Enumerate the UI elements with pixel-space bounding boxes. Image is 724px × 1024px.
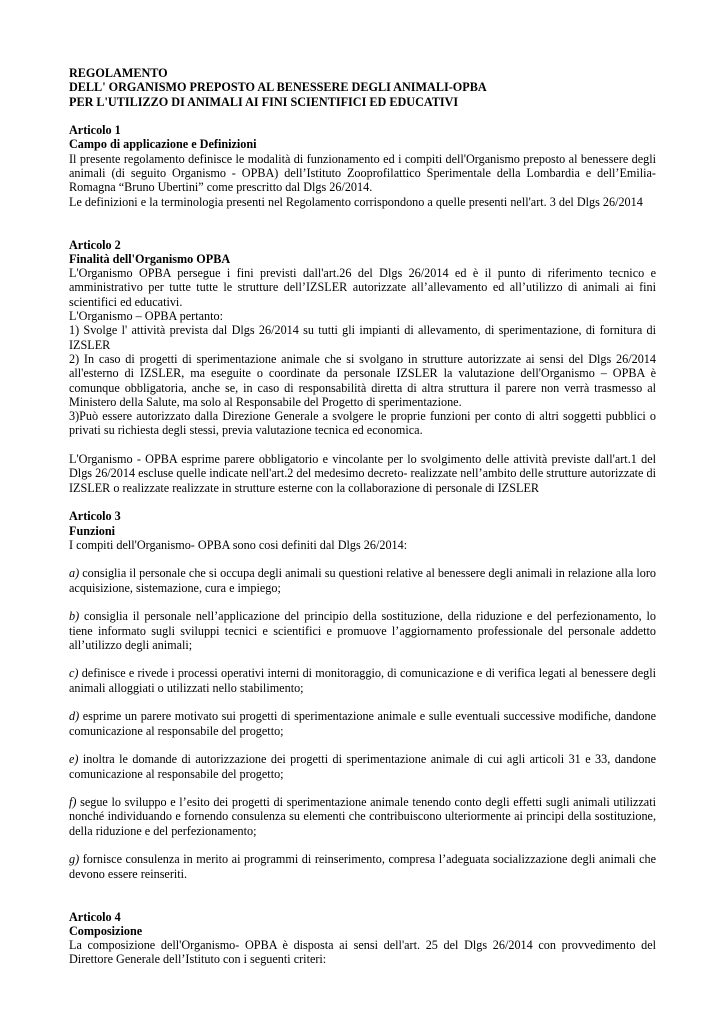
article-1-heading: Articolo 1: [69, 123, 121, 138]
article-2-paragraph-3: 1) Svolge l' attività prevista dal Dlgs 26/2014 su tutti gli impianti di allevamento, di sperimentazione, di fornitura di IZSLER: [69, 323, 656, 352]
article-2-heading: Articolo 2: [69, 237, 121, 252]
list-item-letter: a): [69, 566, 80, 581]
list-item-text: fornisce consulenza in merito ai programmi di reinserimento, compresa l’adeguata socializzazione degli animali che devono essere reinseriti.: [69, 852, 656, 881]
article-2-paragraph-5: 3)Può essere autorizzato dalla Direzione Generale a svolgere le proprie funzioni per conto di altri soggetti pubblici o privati su richiesta degli stessi, previa valutazione tecnica ed economica.: [69, 409, 656, 438]
document-title: [69, 66, 656, 109]
article-4-heading: Articolo 4: [69, 909, 121, 924]
list-item: [69, 666, 656, 695]
article-4-subheading: Composizione: [69, 923, 143, 938]
list-item-letter: b): [69, 609, 80, 624]
list-item-letter: c): [69, 666, 79, 681]
article-3: [69, 509, 656, 881]
article-1-paragraph-1: Il presente regolamento definisce le modalità di funzionamento ed i compiti dell'Organismo preposto al benessere degli animali (di seguito Organismo - OPBA) dell’Istituto Zooprofilattico Sperimentale della Lombardia e dell’Emilia-Romagna “Bruno Ubertini” come prescritto dal Dlgs 26/2014.: [69, 151, 656, 195]
list-item: [69, 566, 656, 595]
article-1-paragraph-2: Le definizioni e la terminologia presenti nel Regolamento corrispondono a quelle presenti nell'art. 3 del Dlgs 26/2014: [69, 194, 643, 209]
article-3-heading: Articolo 3: [69, 509, 121, 524]
title-line-3: PER L'UTILIZZO DI ANIMALI AI FINI SCIENTIFICI ED EDUCATIVI: [69, 94, 459, 109]
list-item-text: inoltra le domande di autorizzazione dei progetti di sperimentazione animale di cui agli articoli 31 e 33, dandone comunicazione al responsabile del progetto;: [69, 752, 656, 781]
list-item-text: definisce e rivede i processi operativi interni di monitoraggio, di comunicazione e di verifica legati al benessere degli animali alloggiati o utilizzati nello stabilimento;: [69, 666, 656, 695]
title-line-1: REGOLAMENTO: [69, 66, 168, 80]
article-2: [69, 238, 656, 495]
article-1: [69, 123, 656, 209]
list-item-text: esprime un parere motivato sui progetti di sperimentazione animale e sulle eventuali successive modifiche, dandone comunicazione al responsabile del progetto;: [69, 709, 656, 738]
list-item-letter: e): [69, 752, 79, 767]
list-item-text: segue lo sviluppo e l’esito dei progetti di sperimentazione animale tenendo conto degli effetti sugli animali utilizzati nonché individuando e fornendo consulenza su elementi che contribuiscono ulteriormente ai principi della sostituzione, della riduzione e del perfezionamento;: [69, 795, 656, 838]
article-2-subheading: Finalità dell'Organismo OPBA: [69, 251, 231, 266]
list-item-letter: f): [69, 795, 77, 810]
list-item: [69, 795, 656, 838]
list-item-letter: d): [69, 709, 80, 724]
article-2-paragraph-1: L'Organismo OPBA persegue i fini previsti dall'art.26 del Dlgs 26/2014 ed è il punto di riferimento tecnico e amministrativo per tutte tutte le strutture dell’IZSLER autorizzate all’allevamento ed all’utilizzo di animali ai fini scientifici ed educativi.: [69, 266, 656, 309]
article-4-paragraph-1: La composizione dell'Organismo- OPBA è disposta ai sensi dell'art. 25 del Dlgs 26/2014 con provvedimento del Direttore Generale dell’Istituto con i seguenti criteri:: [69, 938, 656, 967]
article-2-paragraph-4: 2) In caso di progetti di sperimentazione animale che si svolgano in strutture autorizzate ai sensi del Dlgs 26/2014 all'esterno di IZSLER, ma eseguite o coordinate da personale IZSLER la valutazione dell'Organismo – OPBA è comunque obbligatoria, anche se, in caso di responsabilità diretta di altra struttura il parere non verrà trasmesso al Ministero della Salute, ma solo al Responsabile del Progetto di sperimentazione.: [69, 351, 656, 409]
article-2-paragraph-6: L'Organismo - OPBA esprime parere obbligatorio e vincolante per lo svolgimento delle attività previste dall'art.1 del Dlgs 26/2014 escluse quelle indicate nell'art.2 del medesimo decreto- realizzate nell’ambito delle strutture autorizzate di IZSLER o realizzate realizzate in strutture esterne con la collaborazione di personale di IZSLER: [69, 452, 656, 495]
article-2-paragraph-2: L'Organismo – OPBA pertanto:: [69, 309, 223, 324]
article-3-subheading: Funzioni: [69, 523, 116, 538]
article-3-intro: I compiti dell'Organismo- OPBA sono cosi definiti dal Dlgs 26/2014:: [69, 537, 408, 552]
list-item: [69, 709, 656, 738]
list-item-letter: g): [69, 852, 80, 867]
list-item: [69, 752, 656, 781]
document-page: [69, 66, 656, 967]
list-item: [69, 609, 656, 652]
title-line-2: DELL' ORGANISMO PREPOSTO AL BENESSERE DEGLI ANIMALI-OPBA: [69, 80, 487, 95]
list-item-text: consiglia il personale nell’applicazione del principio della sostituzione, della riduzione e del perfezionamento, lo tiene informato sugli sviluppi tecnici e scientifici e promuove l’aggiornamento professionale del personale addetto all’utilizzo degli animali;: [69, 609, 656, 652]
article-4: [69, 910, 656, 967]
list-item: [69, 852, 656, 881]
list-item-text: consiglia il personale che si occupa degli animali su questioni relative al benessere degli animali in relazione alla loro acquisizione, sistemazione, cura e impiego;: [69, 566, 656, 595]
article-1-subheading: Campo di applicazione e Definizioni: [69, 137, 257, 152]
